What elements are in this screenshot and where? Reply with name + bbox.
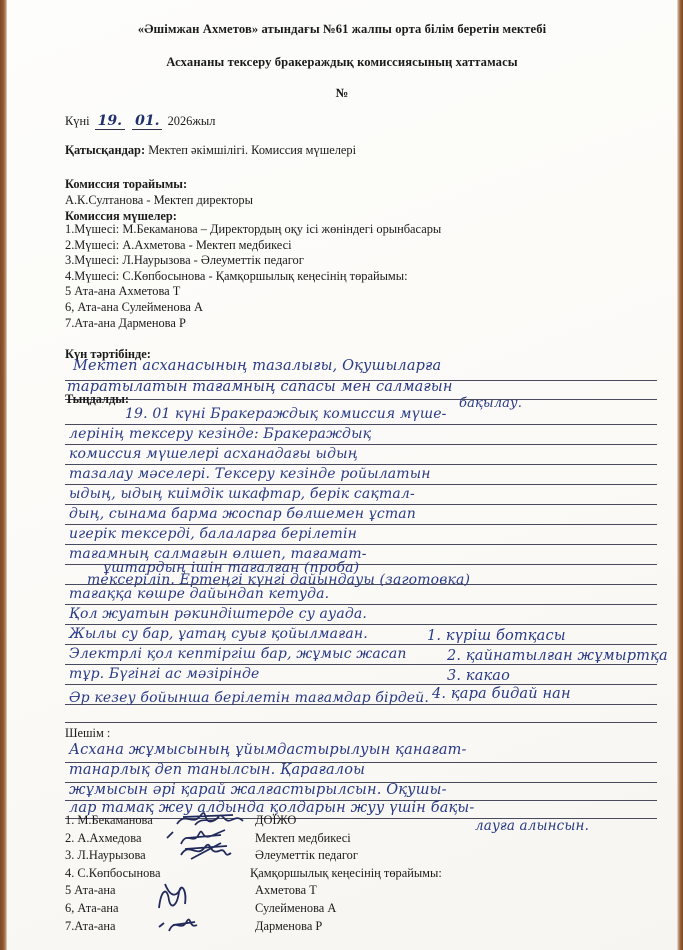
date-day-handwritten: 19. bbox=[95, 113, 125, 130]
signature-mark-icon bbox=[155, 915, 215, 935]
member-item: 3.Мүшесі: Л.Наурызова - Әлеуметтік педагог bbox=[65, 253, 304, 268]
member-item: 6, Ата-ана Сулейменова А bbox=[65, 299, 203, 314]
menu-item: 2. қайнатылған жұмыртқа bbox=[447, 648, 668, 664]
signatory-name: 3. Л.Наурызова bbox=[65, 848, 146, 863]
decision-line: танарлық деп танылсын. Қарағалоы bbox=[69, 762, 366, 778]
decision-line: жұмысын әрі қарай жалғастырылсын. Оқушы- bbox=[69, 782, 447, 798]
heard-line: дың, сынама барма жоспар бөлшемен ұстап bbox=[69, 506, 416, 522]
chair-name: А.К.Султанова - Мектеп директоры bbox=[65, 193, 253, 207]
signature-block bbox=[65, 812, 665, 935]
member-item: 7.Ата-ана Дарменова Р bbox=[65, 315, 186, 330]
protocol-title: Асхананы тексеру бракераждық комиссиясының хаттамасы bbox=[166, 55, 518, 69]
heard-line: Электрлі қол кептіргіш бар, жұмыс жасап bbox=[69, 646, 407, 662]
signatory-role: ДОЇЖО bbox=[255, 813, 297, 827]
heard-line: ыдың, ыдың киімдік шкафтар, берік сақтал- bbox=[69, 486, 415, 502]
signatory-role: Қамқоршылық кеңесінің төрайымы: bbox=[250, 865, 442, 880]
member-item: 1.Мүшесі: М.Бекаманова – Директордың оқу ісі жөніндегі орынбасары bbox=[65, 222, 442, 236]
decision-line: Асхана жұмысының ұйымдастырылуын қанағат- bbox=[69, 742, 467, 758]
ruled-line bbox=[65, 624, 657, 625]
signatory-role: Сулейменова А bbox=[255, 900, 337, 915]
date-month-handwritten: 01. bbox=[132, 113, 162, 130]
signatory-name: 1. М.Бекаманова bbox=[65, 813, 153, 827]
ruled-line bbox=[65, 544, 657, 545]
ruled-line bbox=[65, 722, 657, 723]
signatory-role: Мектеп медбикесі bbox=[255, 830, 351, 845]
members-list bbox=[65, 222, 441, 331]
date-label: Күні bbox=[65, 114, 90, 128]
signature-row bbox=[65, 847, 665, 865]
signatory-name: 2. А.Ахмедова bbox=[65, 830, 142, 845]
signatory-name: 5 Ата-ана bbox=[65, 883, 116, 898]
chair-label: Комиссия торайымы: bbox=[65, 177, 188, 191]
heard-line: тұр. Бүгінгі ас мәзірінде bbox=[69, 666, 260, 682]
heard-line: лерінің тексеру кезінде: Бракераждық bbox=[69, 426, 372, 442]
ruled-line bbox=[65, 464, 657, 465]
signature-row bbox=[65, 882, 665, 900]
ruled-line bbox=[65, 524, 657, 525]
signatory-name: 6, Ата-ана bbox=[65, 900, 119, 915]
members-label: Комиссия мүшелер: bbox=[65, 209, 177, 223]
ruled-line bbox=[65, 484, 657, 485]
ruled-line bbox=[65, 684, 657, 685]
signatory-role: Әлеуметтік педагог bbox=[255, 848, 358, 863]
signatory-role: Ахметова Т bbox=[255, 883, 317, 898]
signature-row bbox=[65, 812, 665, 830]
signature-mark-icon bbox=[175, 839, 245, 863]
attendees-label: Қатысқандар: bbox=[65, 143, 146, 157]
heard-line: комиссия мүшелері асханадағы ыдың bbox=[69, 446, 358, 462]
member-item: 2.Мүшесі: А.Ахметова - Мектеп медбикесі bbox=[65, 237, 292, 252]
agenda-line: бақылау. bbox=[459, 396, 523, 411]
signatory-role: Дарменова Р bbox=[255, 918, 323, 933]
heard-line: тазалау мәселері. Тексеру кезінде ройылатын bbox=[69, 466, 431, 482]
heard-line: тексеріліп. Ертеңгі күнгі дайындауы (заготовка) bbox=[87, 572, 471, 588]
attendees-row bbox=[65, 143, 356, 158]
ruled-line bbox=[65, 604, 657, 605]
date-year: 2026жыл bbox=[167, 114, 216, 128]
menu-item: 1. күріш ботқасы bbox=[427, 628, 566, 644]
heard-line: игерік тексерді, балаларға берілетін bbox=[69, 526, 357, 542]
date-row bbox=[65, 113, 215, 129]
heard-line: Жылы су бар, ұатаң суығ қойылмаған. bbox=[69, 626, 368, 642]
heard-line: ұштардың ішін тағалған (проба) bbox=[103, 560, 360, 576]
signature-row bbox=[65, 918, 665, 936]
attendees-value: Мектеп әкімшілігі. Комиссия мүшелері bbox=[148, 143, 357, 157]
decision-label: Шешім : bbox=[65, 726, 111, 740]
signatory-name: 7.Ата-ана bbox=[65, 918, 116, 933]
protocol-number: № bbox=[335, 86, 349, 100]
document-page bbox=[7, 0, 677, 950]
ruled-line bbox=[65, 644, 657, 645]
member-item: 4.Мүшесі: С.Көпбосынова - Қамқоршылық кеңесінің төрайымы: bbox=[65, 268, 408, 283]
signature-row bbox=[65, 830, 665, 848]
ruled-line bbox=[65, 399, 657, 400]
desk-edge-right bbox=[677, 0, 683, 950]
ruled-line bbox=[65, 664, 657, 665]
ruled-line bbox=[65, 444, 657, 445]
desk-edge-left bbox=[0, 0, 7, 950]
heard-line: Қол жуатын рәкиндіштерде су ауада. bbox=[69, 606, 367, 622]
heard-line: тағаққа көшре дайындап кетуда. bbox=[69, 586, 330, 602]
agenda-line: таратылатын тағамның сапасы мен салмағын bbox=[67, 379, 453, 395]
paper-sheet bbox=[7, 0, 677, 950]
agenda-line: Мектеп асханасының тазалығы, Оқушыларға bbox=[73, 358, 442, 374]
heard-label: Тыңдалды: bbox=[65, 392, 130, 406]
ruled-line bbox=[65, 504, 657, 505]
ruled-line bbox=[65, 424, 657, 425]
signatory-name: 4. С.Көпбосынова bbox=[65, 865, 161, 880]
agenda-label: Күн тәртібінде: bbox=[65, 347, 151, 361]
menu-item: 3. какао bbox=[447, 668, 510, 684]
member-item: 5 Ата-ана Ахметова Т bbox=[65, 284, 181, 299]
heard-closing-line: Әр кезеу бойынша берілетін тағамдар бірдей. bbox=[69, 690, 429, 706]
menu-item: 4. қара бидай нан bbox=[432, 686, 571, 702]
decision-line: лар тамақ жеу алдында қолдарын жуу үшін бақы- bbox=[69, 800, 475, 816]
heard-line: тағамның салмағын өлшеп, тағамат- bbox=[69, 546, 367, 562]
school-title: «Әшімжан Ахметов» атындағы №61 жалпы орта білім беретін мектебі bbox=[137, 22, 547, 36]
decision-line: лауға алынсын. bbox=[475, 818, 590, 834]
heard-line: 19. 01 күні Бракераждық комиссия мүше- bbox=[125, 406, 447, 422]
